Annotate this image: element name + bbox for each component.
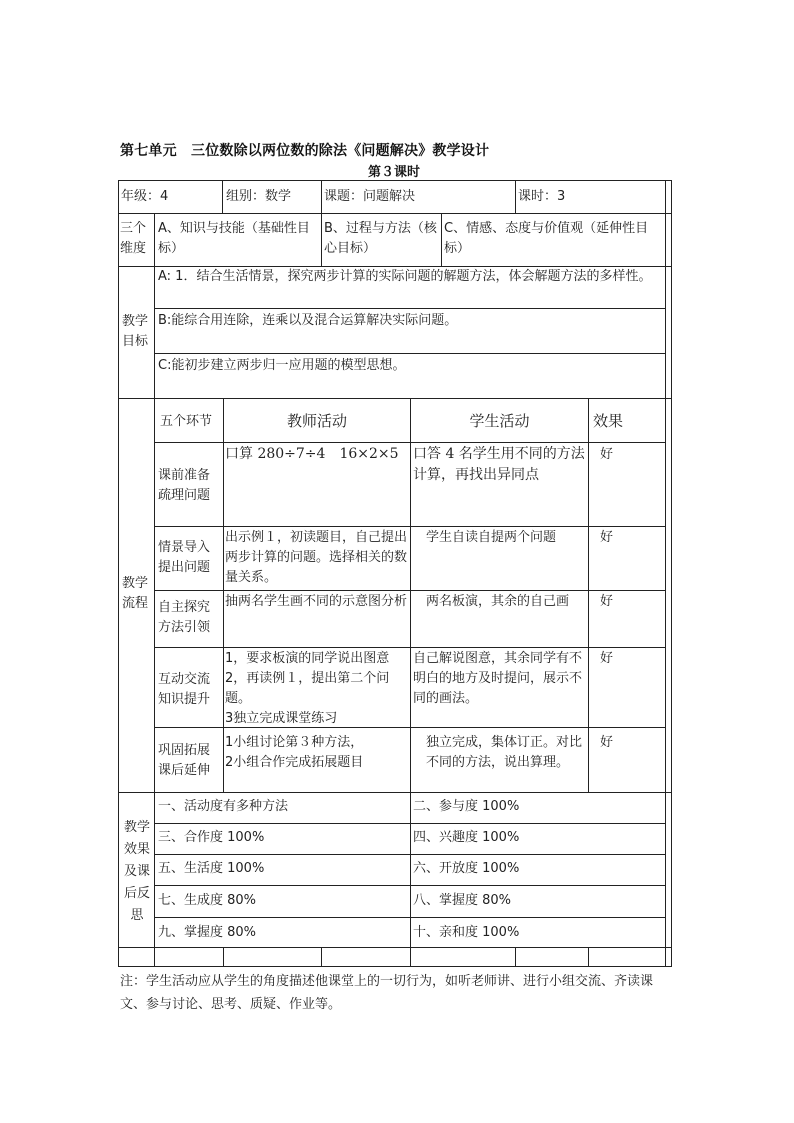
reflection-9: 九、掌握度 80% bbox=[158, 925, 257, 940]
lesson-plan-table bbox=[118, 180, 672, 967]
period-cell: 课时：3 bbox=[518, 189, 566, 204]
header-teacher: 教师活动 bbox=[286, 412, 347, 430]
teacher-activity-4: 1，要求板演的同学说出图意2，再读例１，提出第二个问题。 3独立完成课堂练习 bbox=[225, 651, 390, 726]
reflection-8: 八、掌握度 80% bbox=[413, 893, 512, 908]
teacher-activity-1: 口算 280÷7÷4 16×2×5 bbox=[225, 446, 399, 462]
group-cell: 组别：数学 bbox=[226, 189, 292, 204]
footnote: 注：学生活动应从学生的角度描述他课堂上的一切行为，如听老师讲、进行小组交流、齐读课文、参与讨论、思考、质疑、作业等。 bbox=[120, 974, 654, 1012]
teacher-activity-2: 出示例１，初读题目，自己提出两步计算的问题。选择相关的数量关系。 bbox=[225, 530, 408, 585]
stage-4: 互动交流知识提升 bbox=[158, 672, 211, 707]
header-stage: 五个环节 bbox=[160, 414, 213, 429]
effect-1: 好 bbox=[600, 447, 614, 462]
effect-2: 好 bbox=[600, 530, 614, 545]
reflection-label: 教学效果及课后反思 bbox=[123, 820, 150, 923]
reflection-6: 六、开放度 100% bbox=[413, 861, 520, 876]
effect-3: 好 bbox=[600, 594, 614, 609]
reflection-3: 三、合作度 100% bbox=[158, 830, 265, 845]
dimension-b: B、过程与方法（核心目标） bbox=[324, 221, 437, 256]
student-activity-2: 学生自读自提两个问题 bbox=[426, 530, 557, 545]
doc-title: 第七单元 三位数除以两位数的除法《问题解决》教学设计 bbox=[120, 143, 490, 159]
stage-2: 情景导入提出问题 bbox=[158, 540, 211, 575]
reflection-2: 二、参与度 100% bbox=[413, 799, 520, 814]
dimensions-label: 三个维度 bbox=[120, 221, 147, 256]
topic-cell: 课题：问题解决 bbox=[324, 189, 416, 204]
reflection-5: 五、生活度 100% bbox=[158, 861, 265, 876]
effect-5: 好 bbox=[600, 735, 614, 750]
stage-1: 课前准备疏理问题 bbox=[158, 468, 211, 503]
student-activity-4: 自己解说图意，其余同学有不明白的地方及时提问，展示不同的画法。 bbox=[413, 651, 583, 706]
student-activity-1: 口答 4 名学生用不同的方法计算，再找出异同点 bbox=[413, 446, 585, 483]
goal-a: A: 1．结合生活情景，探究两步计算的实际问题的解题方法，体会解题方法的多样性。 bbox=[158, 269, 652, 284]
grade-cell: 年级：4 bbox=[121, 189, 169, 204]
header-student: 学生活动 bbox=[469, 412, 530, 430]
goal-b: B:能综合用连除，连乘以及混合运算解决实际问题。 bbox=[158, 313, 458, 328]
reflection-1: 一、活动度有多种方法 bbox=[158, 799, 289, 814]
reflection-7: 七、生成度 80% bbox=[158, 893, 257, 908]
effect-4: 好 bbox=[600, 651, 614, 666]
doc-subtitle: 第３课时 bbox=[368, 165, 421, 180]
reflection-10: 十、亲和度 100% bbox=[413, 925, 520, 940]
teacher-activity-5: 1小组讨论第３种方法， 2小组合作完成拓展题目 bbox=[225, 735, 364, 770]
dimension-a: A、知识与技能（基础性目标） bbox=[158, 221, 310, 256]
student-activity-3: 两名板演，其余的自己画 bbox=[426, 594, 570, 609]
stage-3: 自主探究方法引领 bbox=[158, 600, 211, 635]
goals-label: 教学目标 bbox=[122, 314, 149, 349]
student-activity-5: 独立完成，集体订正。对比不同的方法，说出算理。 bbox=[426, 735, 583, 770]
goal-c: C:能初步建立两步归一应用题的模型思想。 bbox=[158, 358, 406, 373]
header-effect: 效果 bbox=[592, 412, 623, 430]
process-label: 教学流程 bbox=[122, 576, 149, 611]
stage-5: 巩固拓展课后延伸 bbox=[158, 743, 211, 778]
reflection-4: 四、兴趣度 100% bbox=[413, 830, 520, 845]
teacher-activity-3: 抽两名学生画不同的示意图分析 bbox=[225, 594, 408, 609]
dimension-c: C、情感、态度与价值观（延伸性目标） bbox=[444, 221, 649, 256]
